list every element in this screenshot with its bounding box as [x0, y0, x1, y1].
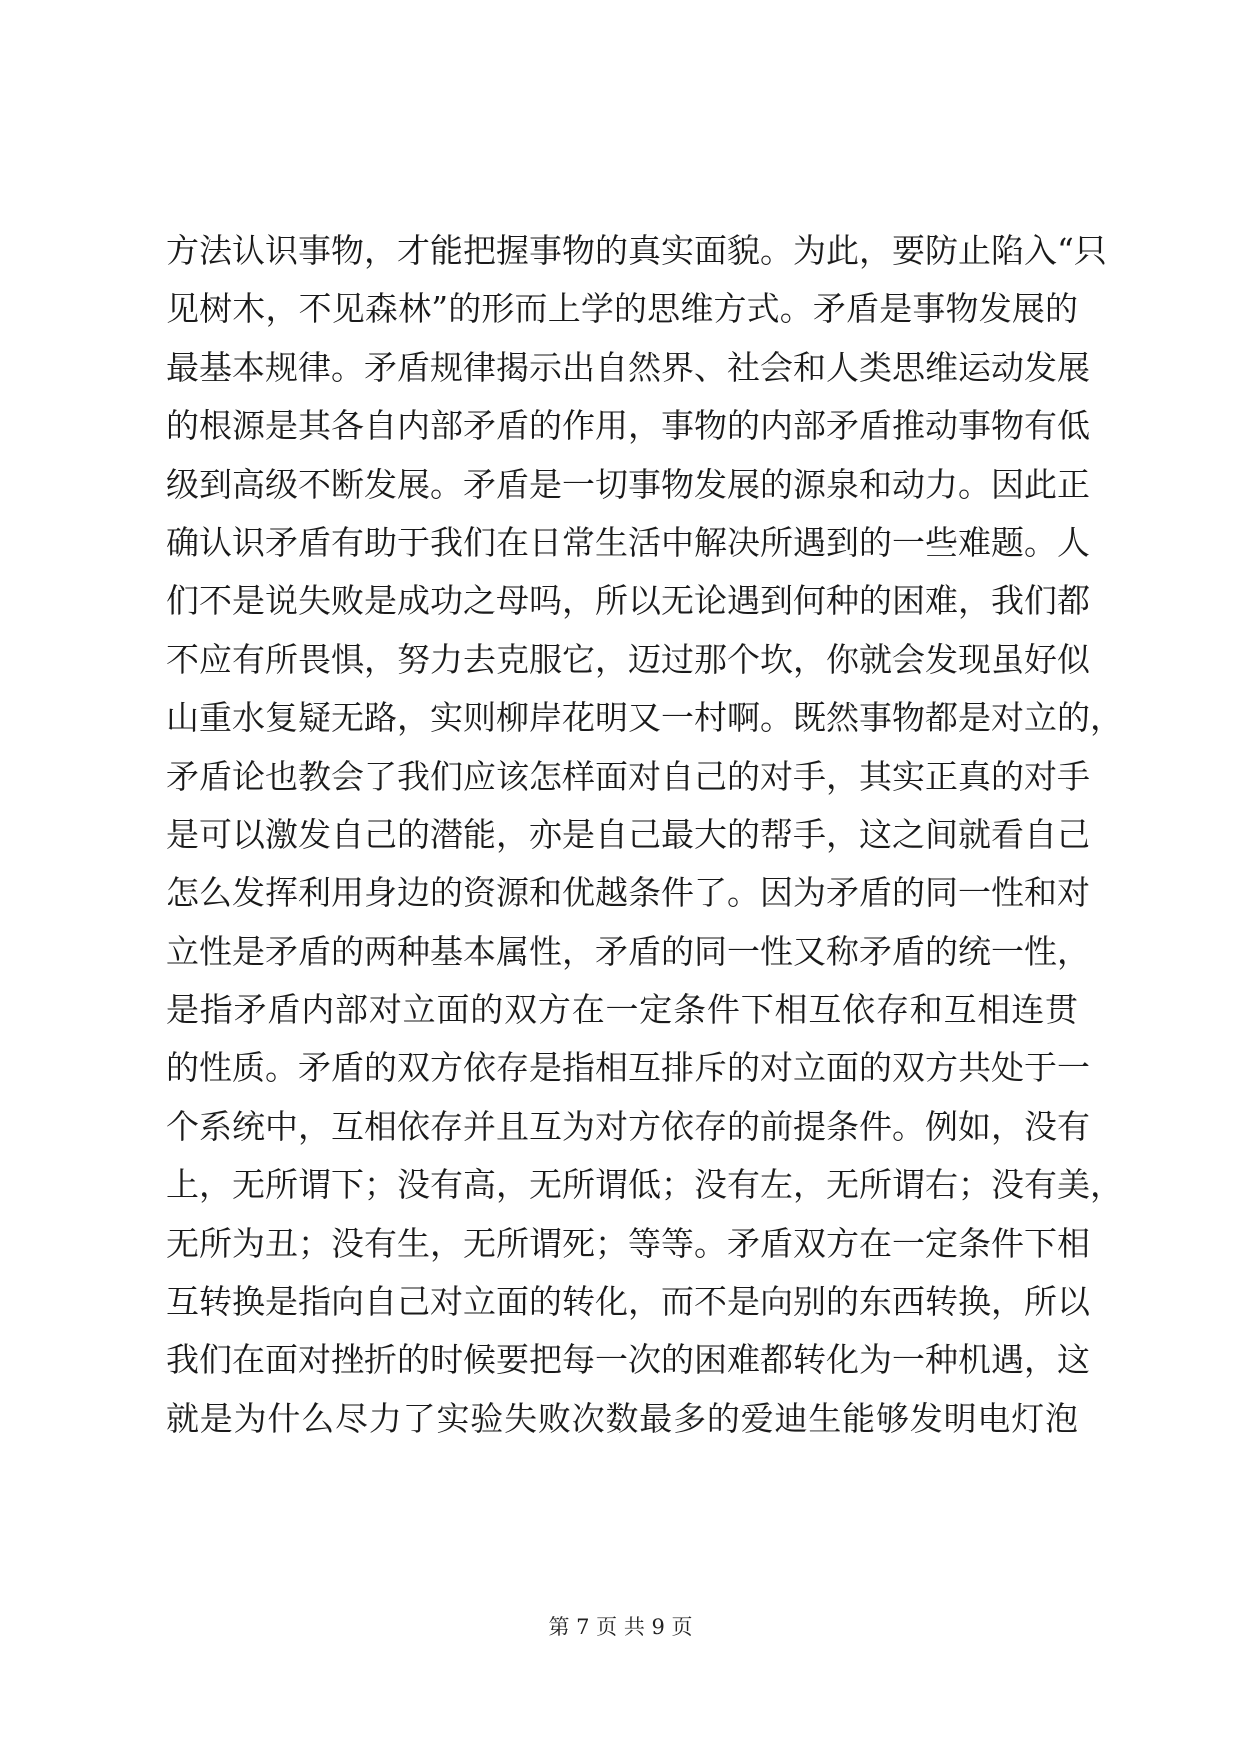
- text-line: 矛盾论也教会了我们应该怎样面对自己的对手，其实正真的对手: [166, 756, 1090, 796]
- text-line: 就是为什么尽力了实验失败次数最多的爱迪生能够发明电灯泡: [166, 1398, 1078, 1438]
- text-line: 的根源是其各自内部矛盾的作用，事物的内部矛盾推动事物有低: [166, 406, 1090, 446]
- text-line: 山重水复疑无路，实则柳岸花明又一村啊。既然事物都是对立的，: [166, 698, 1123, 738]
- text-line: 无所为丑；没有生，无所谓死；等等。矛盾双方在一定条件下相: [166, 1223, 1090, 1263]
- text-line: 是可以激发自己的潜能，亦是自己最大的帮手，这之间就看自己: [166, 814, 1090, 854]
- text-line: 不应有所畏惧，努力去克服它，迈过那个坎，你就会发现虽好似: [166, 639, 1090, 679]
- text-line: 级到高级不断发展。矛盾是一切事物发展的源泉和动力。因此正: [166, 464, 1090, 504]
- text-line: 的性质。矛盾的双方依存是指相互排斥的对立面的双方共处于一: [166, 1048, 1090, 1088]
- text-line: 见树木，不见森林”的形而上学的思维方式。矛盾是事物发展的: [166, 289, 1078, 329]
- text-line: 是指矛盾内部对立面的双方在一定条件下相互依存和互相连贯: [166, 990, 1078, 1030]
- body-text: [166, 222, 1123, 1448]
- text-line: 确认识矛盾有助于我们在日常生活中解决所遇到的一些难题。人: [166, 522, 1090, 562]
- page-footer: 第 7 页 共 9 页: [548, 1615, 693, 1639]
- text-line: 立性是矛盾的两种基本属性，矛盾的同一性又称矛盾的统一性，: [166, 931, 1090, 971]
- text-line: 个系统中，互相依存并且互为对方依存的前提条件。例如，没有: [166, 1106, 1090, 1146]
- text-line: 最基本规律。矛盾规律揭示出自然界、社会和人类思维运动发展: [166, 347, 1090, 387]
- text-line: 互转换是指向自己对立面的转化，而不是向别的东西转换，所以: [166, 1282, 1090, 1322]
- text-line: 方法认识事物，才能把握事物的真实面貌。为此，要防止陷入“只: [166, 231, 1107, 270]
- text-line: 们不是说失败是成功之母吗，所以无论遇到何种的困难，我们都: [166, 581, 1090, 621]
- text-line: 怎么发挥利用身边的资源和优越条件了。因为矛盾的同一性和对: [166, 873, 1090, 913]
- text-line: 上，无所谓下；没有高，无所谓低；没有左，无所谓右；没有美，: [166, 1165, 1123, 1205]
- text-line: 我们在面对挫折的时候要把每一次的困难都转化为一种机遇，这: [166, 1340, 1090, 1380]
